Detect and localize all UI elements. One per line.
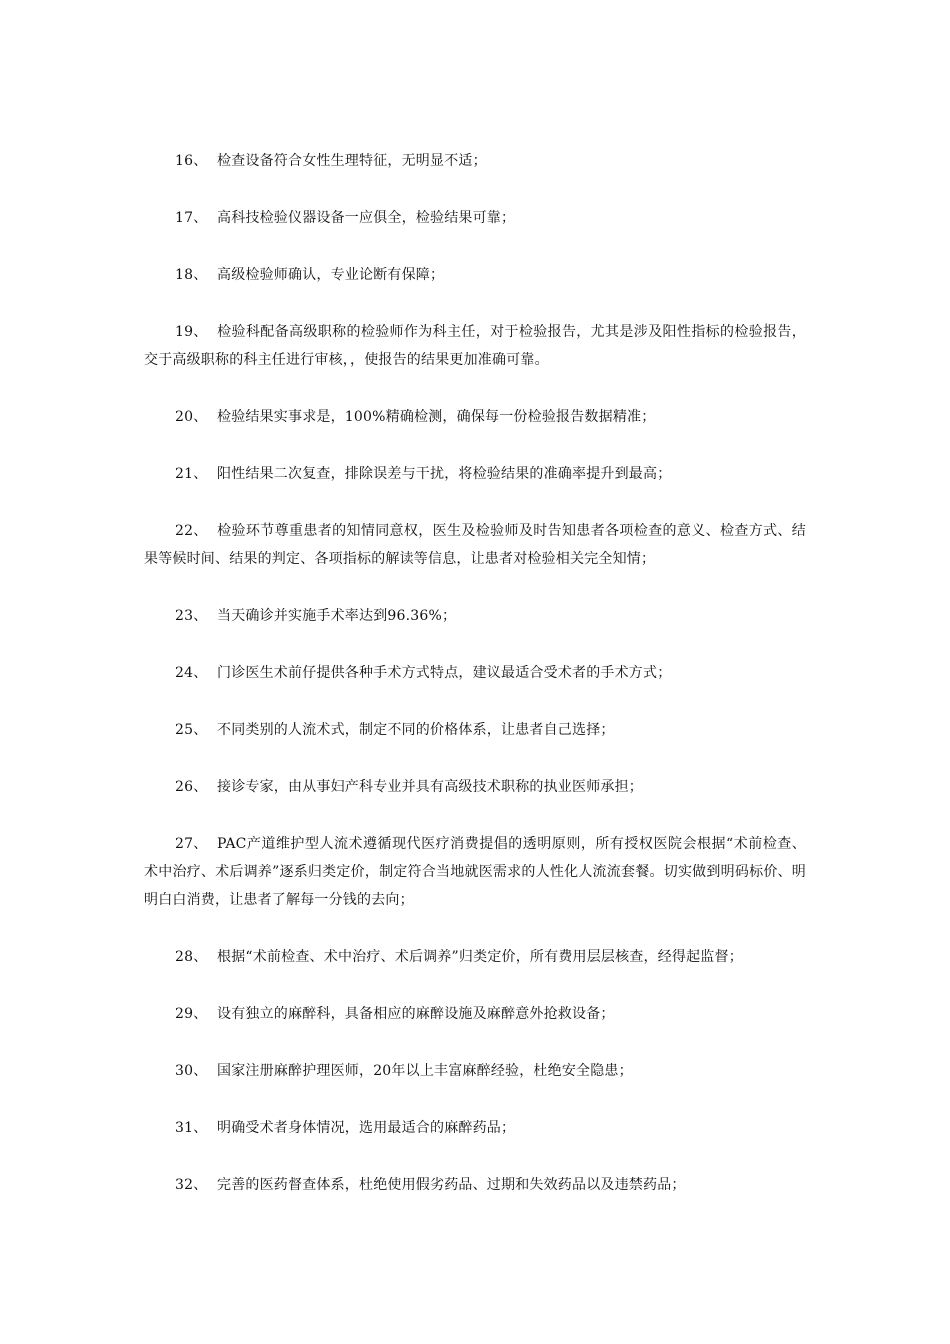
item-number: 32、 (175, 1177, 208, 1193)
list-item (144, 1000, 806, 1028)
list-item (144, 318, 806, 374)
item-number: 25、 (175, 722, 208, 738)
item-text: 设有独立的麻醉科，具备相应的麻醉设施及麻醉意外抢救设备； (217, 1006, 615, 1022)
list-item (144, 830, 806, 914)
item-text: 阳性结果二次复查，排除误差与干扰，将检验结果的准确率提升到最高； (217, 466, 672, 482)
list-item (144, 1114, 806, 1142)
item-text: PAC产道维护型人流术遵循现代医疗消费提倡的透明原则，所有授权医院会根据“术前检查、术中治疗、术后调养”逐系归类定价，制定符合当地就医需求的人性化人流流套餐。切实做到明码标价、明明白白消费，让患者了解每一分钱的去向； (144, 836, 806, 908)
item-number: 24、 (175, 665, 208, 681)
item-number: 29、 (175, 1006, 208, 1022)
item-number: 26、 (175, 779, 208, 795)
item-text: 明确受术者身体情况，选用最适合的麻醉药品； (217, 1120, 516, 1136)
list-item (144, 403, 806, 431)
list-item (144, 1171, 806, 1199)
item-number: 23、 (175, 608, 208, 624)
item-number: 18、 (175, 267, 208, 283)
item-text: 根据“术前检查、术中治疗、术后调养”归类定价，所有费用层层核查，经得起监督； (217, 949, 743, 965)
list-item (144, 659, 806, 687)
item-number: 28、 (175, 949, 208, 965)
list-item (144, 716, 806, 744)
item-number: 19、 (175, 324, 208, 340)
list-item (144, 147, 806, 175)
item-text: 门诊医生术前仔提供各种手术方式特点，建议最适合受术者的手术方式； (217, 665, 672, 681)
list-item (144, 602, 806, 630)
item-number: 21、 (175, 466, 208, 482)
item-text: 完善的医药督查体系，杜绝使用假劣药品、过期和失效药品以及违禁药品； (217, 1177, 686, 1193)
item-text: 检验环节尊重患者的知情同意权，医生及检验师及时告知患者各项检查的意义、检查方式、结果等候时间、结果的判定、各项指标的解读等信息，让患者对检验相关完全知情； (144, 523, 806, 567)
item-text: 高科技检验仪器设备一应俱全，检验结果可靠； (217, 210, 516, 226)
list-item (144, 943, 806, 971)
document-body (144, 147, 806, 1228)
item-text: 当天确诊并实施手术率达到96.36%； (217, 608, 457, 624)
item-number: 27、 (175, 836, 208, 852)
list-item (144, 204, 806, 232)
list-item (144, 1057, 806, 1085)
item-number: 22、 (175, 523, 208, 539)
item-text: 不同类别的人流术式，制定不同的价格体系，让患者自己选择； (217, 722, 615, 738)
item-number: 17、 (175, 210, 208, 226)
item-number: 31、 (175, 1120, 208, 1136)
item-text: 国家注册麻醉护理医师，20年以上丰富麻醉经验，杜绝安全隐患； (217, 1063, 633, 1079)
item-text: 检查设备符合女性生理特征，无明显不适； (217, 153, 487, 169)
item-text: 检验科配备高级职称的检验师作为科主任，对于检验报告，尤其是涉及阳性指标的检验报告，交于高级职称的科主任进行审核，，使报告的结果更加准确可靠。 (144, 324, 806, 368)
item-number: 30、 (175, 1063, 208, 1079)
item-text: 检验结果实事求是，100%精确检测，确保每一份检验报告数据精准； (217, 409, 656, 425)
item-number: 16、 (175, 153, 208, 169)
list-item (144, 460, 806, 488)
item-text: 接诊专家，由从事妇产科专业并具有高级技术职称的执业医师承担； (217, 779, 643, 795)
item-text: 高级检验师确认，专业论断有保障； (217, 267, 445, 283)
list-item (144, 261, 806, 289)
item-number: 20、 (175, 409, 208, 425)
list-item (144, 773, 806, 801)
list-item (144, 517, 806, 573)
